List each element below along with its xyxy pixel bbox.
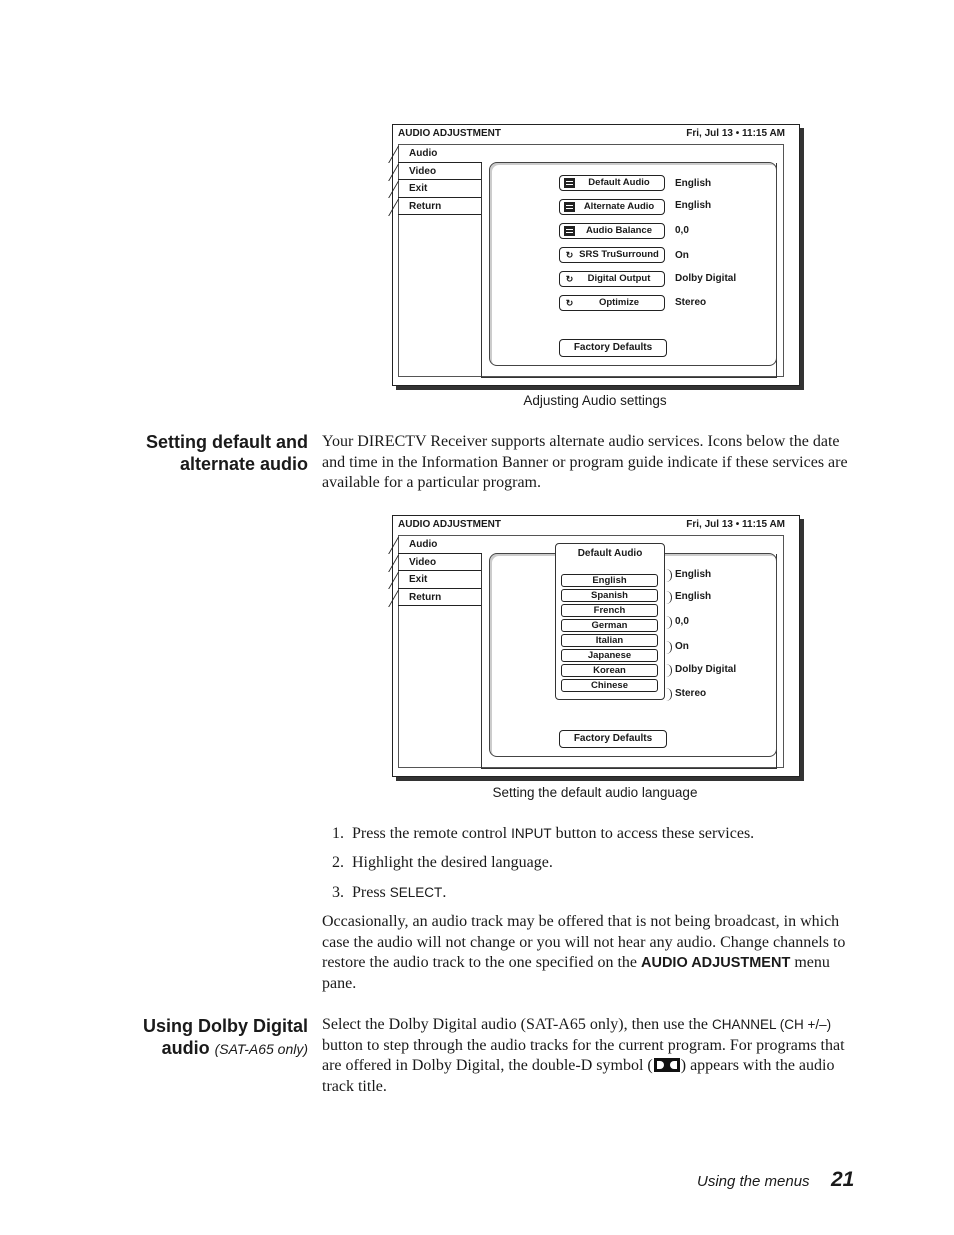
alternate-audio-value: English [675,591,712,602]
tab-return[interactable]: Return [398,589,482,607]
screen-title: AUDIO ADJUSTMENT [398,128,501,139]
audio-balance-value: 0,0 [675,225,689,236]
page-number: 21 [831,1168,855,1191]
srs-trusurround-value: On [675,641,689,652]
screen-title: AUDIO ADJUSTMENT [398,519,501,530]
step-3: 3. Press SELECT. [332,884,447,901]
tab-video[interactable]: Video [398,163,482,181]
key-input: INPUT [511,826,552,841]
optimize-value: Stereo [675,297,707,308]
toggle-cycle-icon: ↻ [565,274,574,284]
tab-video[interactable]: Video [398,554,482,572]
language-option-japanese[interactable]: Japanese [561,649,658,662]
list-icon [564,178,575,188]
intro-paragraph: Your DIRECTV Receiver supports alternate audio services. Icons below the date and time in the Information Banner or program guide indicate if these services are available for a particular program. [322,433,848,491]
figure-caption: Adjusting Audio settings [523,393,667,408]
language-option-italian[interactable]: Italian [561,634,658,647]
optimize-value: Stereo [675,688,707,699]
tab-exit[interactable]: Exit [398,180,482,198]
factory-defaults-button[interactable]: Factory Defaults [559,339,667,357]
digital-output-value: Dolby Digital [675,273,737,284]
default-audio-dropdown[interactable] [555,543,665,700]
dolby-double-d-icon [654,1058,680,1072]
key-select: SELECT [389,885,443,900]
language-option-chinese[interactable]: Chinese [561,679,658,692]
alternate-audio-button[interactable]: Alternate Audio [559,199,665,215]
footer-section-label: Using the menus [697,1173,810,1190]
key-channel: CHANNEL (CH +/–) [712,1017,832,1032]
screen-datetime: Fri, Jul 13 • 11:15 AM [686,128,785,139]
srs-trusurround-button[interactable]: ↻ SRS TruSurround [559,247,665,263]
section-heading: Setting default and alternate audio [146,432,308,474]
default-audio-button[interactable]: Default Audio [559,175,665,191]
alternate-audio-value: English [675,200,712,211]
tab-audio[interactable]: Audio [398,145,482,163]
step-1: 1. Press the remote control INPUT button to access these services. [332,825,755,842]
toggle-cycle-icon: ↻ [565,250,574,260]
menu-tabs [398,145,482,215]
audio-adjustment-screen-dropdown [392,515,800,777]
list-icon [564,202,575,212]
dropdown-title: Default Audio [577,548,643,559]
tab-audio[interactable]: Audio [398,536,482,554]
content-panel [489,162,777,366]
factory-defaults-button[interactable]: Factory Defaults [559,730,667,748]
note-paragraph: Occasionally, an audio track may be offered that is not being broadcast, in which case the audio will not change or you will not hear any audio. Change channels to restore the audio track to the one specified on the AUDIO ADJUSTMENT menu pane. [322,913,846,992]
tab-exit[interactable]: Exit [398,571,482,589]
language-option-english[interactable]: English [561,574,658,587]
menu-tabs [398,536,482,606]
default-audio-value: English [675,569,712,580]
list-icon [564,226,575,236]
language-option-korean[interactable]: Korean [561,664,658,677]
digital-output-value: Dolby Digital [675,664,737,675]
optimize-button[interactable]: ↻ Optimize [559,295,665,311]
digital-output-button[interactable]: ↻ Digital Output [559,271,665,287]
audio-balance-value: 0,0 [675,616,689,627]
language-option-german[interactable]: German [561,619,658,632]
language-option-spanish[interactable]: Spanish [561,589,658,602]
default-audio-value: English [675,178,712,189]
dolby-paragraph: Select the Dolby Digital audio (SAT-A65 only), then use the CHANNEL (CH +/–) button to step through the audio tracks for the current program. For programs that are offered in Dolby Digital, the double-D symbol ( ) appears with the audio track title. [322,1016,845,1095]
language-option-french[interactable]: French [561,604,658,617]
audio-balance-button[interactable]: Audio Balance [559,223,665,239]
screen-datetime: Fri, Jul 13 • 11:15 AM [686,519,785,530]
tab-return[interactable]: Return [398,198,482,216]
figure-caption: Setting the default audio language [492,785,698,800]
audio-adjustment-screen [392,124,800,386]
section-heading: Using Dolby Digital audio (SAT-A65 only) [142,1016,308,1058]
srs-trusurround-value: On [675,250,689,261]
toggle-cycle-icon: ↻ [565,298,574,308]
step-2: 2. Highlight the desired language. [332,854,553,871]
